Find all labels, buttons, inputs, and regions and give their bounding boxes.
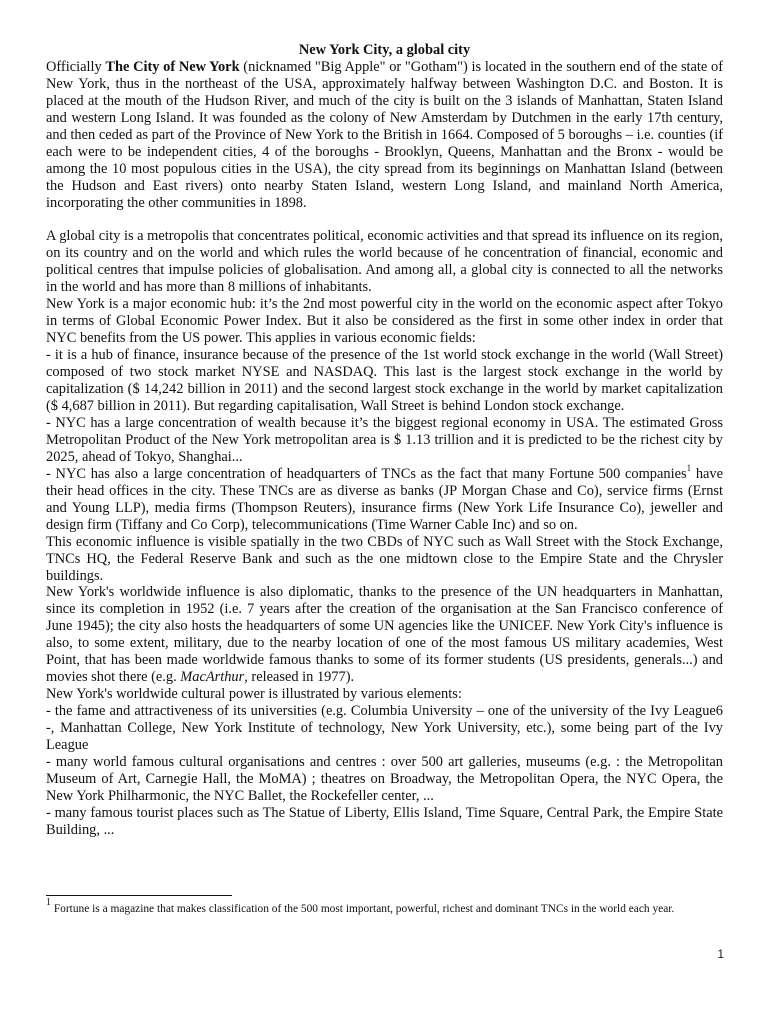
- tncs-paragraph: [46, 463, 724, 534]
- footnote-separator: [46, 895, 232, 896]
- organisations-paragraph: - many world famous cultural organisations and centres : over 500 art galleries, museums (e.g. : the Metropolitan Museum of Art, Carnegie Hall, the MoMA) ; theatres on Broadway, the Metropolitan Opera, the NYC Opera, the New York Philharmonic, the NYC Ballet, the Rockefeller center, ...: [46, 754, 723, 804]
- tncs-text-end: have their head offices in the city. These TNCs are as diverse as banks (JP Morgan Chase and Co), service firms (Ernst and Young LLP), media firms (Thompson Reuters), insurance firms (New York Life Insurance Co), jeweller and design firm (Tiffany and Co Corp), telecommunications (Time Warner Cable Inc) and so on.: [46, 465, 724, 533]
- cultural-paragraph: New York's worldwide cultural power is illustrated by various elements:: [46, 686, 462, 703]
- page-number: 1: [717, 947, 724, 961]
- diplomatic-text-end: , released in 1977).: [244, 669, 355, 686]
- tncs-text-start: - NYC has also a large concentration of headquarters of TNCs as the fact that many Fortune 500 companies: [46, 465, 687, 482]
- document-title: New York City, a global city: [298, 42, 471, 58]
- global-city-paragraph: A global city is a metropolis that concentrates political, economic activities and that spread its influence on its region, on its country and on the world and which rules the world because of he concentration of financial, economic and political centres that impulse policies of globalisation. And among all, a global city is connected to all the networks in the world and has more than 8 millions of inhabitants.: [46, 228, 723, 296]
- diplomatic-paragraph: [46, 584, 723, 686]
- tourism-paragraph: - many famous tourist places such as The Statue of Liberty, Ellis Island, Time Square, Central Park, the Empire State Building, ...: [46, 804, 723, 838]
- film-title: MacArthur: [180, 669, 245, 686]
- wealth-paragraph: - NYC has a large concentration of wealth because it’s the biggest regional economy in USA. The estimated Gross Metropolitan Product of the New York metropolitan area is $ 1.13 trillion and it is predicted to be the richest city by 2025, ahead of Tokyo, Shanghai...: [46, 414, 723, 465]
- intro-paragraph: [46, 59, 723, 212]
- intro-rest: (nicknamed "Big Apple" or "Gotham") is located in the southern end of the state of New York, thus in the northeast of the USA, approximately halfway between Washington D.C. and Boston. It is placed at the mouth of the Hudson River, and much of the city is built on the 3 islands of Manhattan, Staten Island and western Long Island. It was founded as the colony of New Amsterdam by Dutchmen in the early 17th century, and then ceded as part of the Province of New York to the British in 1664. Composed of 5 boroughs – i.e. counties (if each were to be independent cities, 4 of the boroughs - Brooklyn, Queens, Manhattan and the Bronx - would be among the 10 most populous cities in the USA), the city spread from its beginnings on Manhattan Island (between the Hudson and East rivers) onto nearby Staten Island, western Long Island, and mainland North America, incorporating the other communities in 1898.: [46, 58, 724, 211]
- finance-paragraph: - it is a hub of finance, insurance because of the presence of the 1st world stock exchange in the world (Wall Street) composed of two stock market NYSE and NASDAQ. This last is the largest stock exchange in the world by capitalization ($ 14,242 billion in 2011) and the second largest stock exchange in the world by market capitalization ($ 4,687 billion in 2011). But regarding capitalisation, Wall Street is behind London stock exchange.: [46, 347, 723, 414]
- paragraph-spacer: [46, 212, 723, 229]
- footnote-text: Fortune is a magazine that makes classification of the 500 most important, powerful, richest and dominant TNCs in the world each year.: [51, 903, 675, 915]
- economic-hub-paragraph: New York is a major economic hub: it’s the 2nd most powerful city in the world on the economic aspect after Tokyo in terms of Global Economic Power Index. But it also be considered as the first in some other index in order that NYC benefits from the US power. This applies in various economic fields:: [46, 296, 723, 347]
- body-text: [46, 42, 723, 839]
- diplomatic-text-start: New York's worldwide influence is also diplomatic, thanks to the presence of the UN headquarters in Manhattan, since its completion in 1952 (i.e. 7 years after the creation of the organisation at the San Francisco conference of June 1945); the city also hosts the headquarters of some UN agencies like the UNICEF. New York City's influence is also, to some extent, military, due to the nearby location of one of the most famous US military academies, West Point, that has been made worldwide famous thanks to some of its former students (US presidents, generals...) and movies shot there (e.g.: [46, 584, 723, 686]
- intro-city-name: The City of New York: [105, 58, 240, 75]
- cbds-paragraph: This economic influence is visible spatially in the two CBDs of NYC such as Wall Street with the Stock Exchange, TNCs HQ, the Federal Reserve Bank and such as the one midtown close to the Empire State and the Chrysler buildings.: [46, 533, 723, 584]
- footnote-marker: 1: [46, 897, 51, 909]
- universities-paragraph: - the fame and attractiveness of its universities (e.g. Columbia University – one of the university of the Ivy League6 -, Manhattan College, New York Institute of technology, New York University, etc.), some being part of the Ivy League: [46, 703, 723, 754]
- footnote: [46, 897, 723, 917]
- footnote-reference[interactable]: 1: [686, 463, 692, 474]
- intro-lead: Officially: [46, 58, 106, 75]
